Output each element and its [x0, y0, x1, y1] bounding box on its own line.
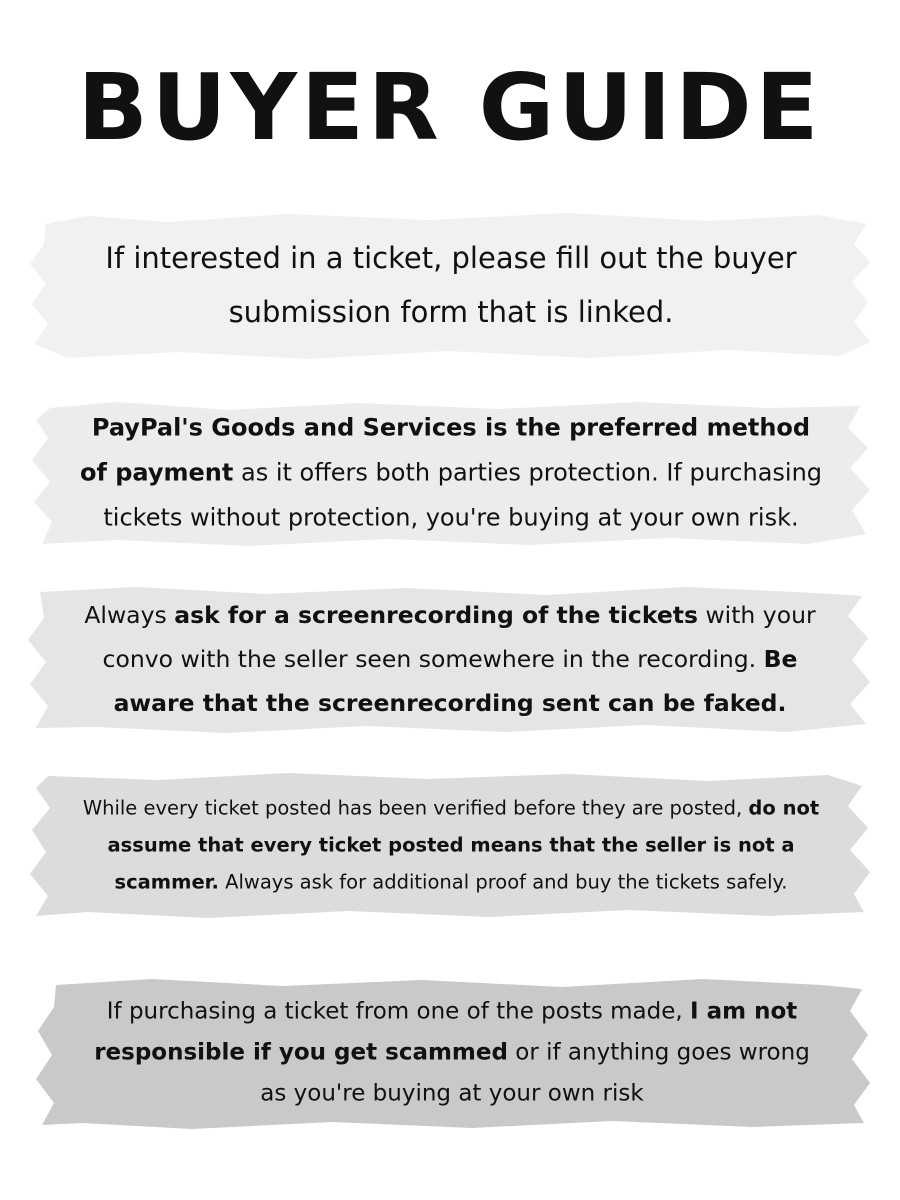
notice-text: or if anything goes wrong as you're buying at your own risk	[260, 1039, 810, 1106]
notice-text: as it offers both parties protection. If purchasing tickets without protection, you're buying at your own risk.	[103, 458, 823, 532]
notice-text: Always	[84, 601, 175, 629]
notice-bold-text: ask for a screenrecording of the tickets	[174, 601, 698, 629]
notice-block-verification	[28, 770, 874, 920]
notice-text-line: submission form that is linked.	[228, 295, 674, 329]
notice-bold-text: I am not responsible if you get scammed	[94, 998, 798, 1065]
notice-bold-text: do not assume that every ticket posted means that the seller is not a scammer.	[107, 796, 820, 894]
notice-text-line: If interested in a ticket, please fill out the buyer	[105, 241, 797, 275]
notice-bold-text: PayPal's Goods and Services is the preferred method of payment	[79, 413, 811, 487]
notice-block-screenrecording	[26, 584, 874, 734]
notice-text: If purchasing a ticket from one of the posts made,	[106, 998, 691, 1024]
notice-text: While every ticket posted has been verified before they are posted,	[82, 796, 749, 820]
notice-block-form	[28, 210, 874, 360]
notice-block-disclaimer	[32, 975, 872, 1130]
notice-text: with your convo with the seller seen somewhere in the recording.	[102, 601, 816, 673]
page-title: BUYER GUIDE	[77, 54, 823, 161]
notice-text: Always ask for additional proof and buy the tickets safely.	[218, 870, 788, 894]
notice-block-payment	[28, 398, 874, 548]
notice-bold-text: Be aware that the screenrecording sent can be faked.	[113, 645, 798, 717]
